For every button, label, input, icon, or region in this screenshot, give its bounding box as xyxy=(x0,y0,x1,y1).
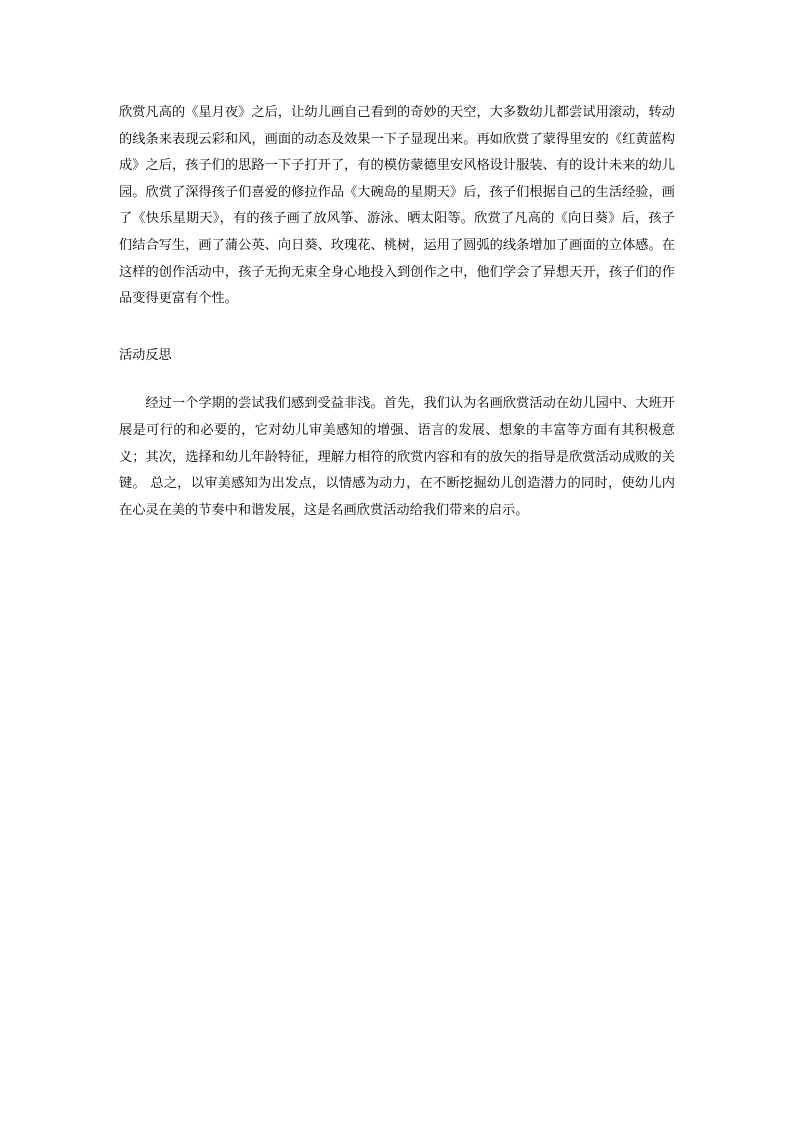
body-paragraph-2: 经过一个学期的尝试我们感到受益非浅。首先，我们认为名画欣赏活动在幼儿园中、大班开展是可行的和必要的，它对幼儿审美感知的增强、语言的发展、想象的丰富等方面有其积极意义；其次，选择和幼儿年龄特征，理解力相符的欣赏内容和有的放矢的指导是欣赏活动成败的关键。 总之，以审美感知为出发点，以情感为动力，在不断挖掘幼儿创造潜力的同时，使幼儿内在心灵在美的节奏中和谐发展，这是名画欣赏活动给我们带来的启示。 xyxy=(119,396,675,518)
document-body xyxy=(119,100,675,524)
body-paragraph-1: 欣赏凡高的《星月夜》之后，让幼儿画自己看到的奇妙的天空，大多数幼儿都尝试用滚动，转动的线条来表现云彩和风，画面的动态及效果一下子显现出来。再如欣赏了蒙得里安的《红黄蓝构成》之后，孩子们的思路一下子打开了，有的模仿蒙德里安风格设计服装、有的设计未来的幼儿园。欣赏了深得孩子们喜爱的修拉作品《大碗岛的星期天》后，孩子们根据自己的生活经验，画了《快乐星期天》，有的孩子画了放风筝、游泳、晒太阳等。欣赏了凡高的《向日葵》后，孩子们结合写生，画了蒲公英、向日葵、玫瑰花、桃树，运用了圆弧的线条增加了画面的立体感。在这样的创作活动中，孩子无拘无束全身心地投入到创作之中，他们学会了异想天开，孩子们的作品变得更富有个性。 xyxy=(119,105,675,307)
section-heading: 活动反思 xyxy=(119,347,172,363)
